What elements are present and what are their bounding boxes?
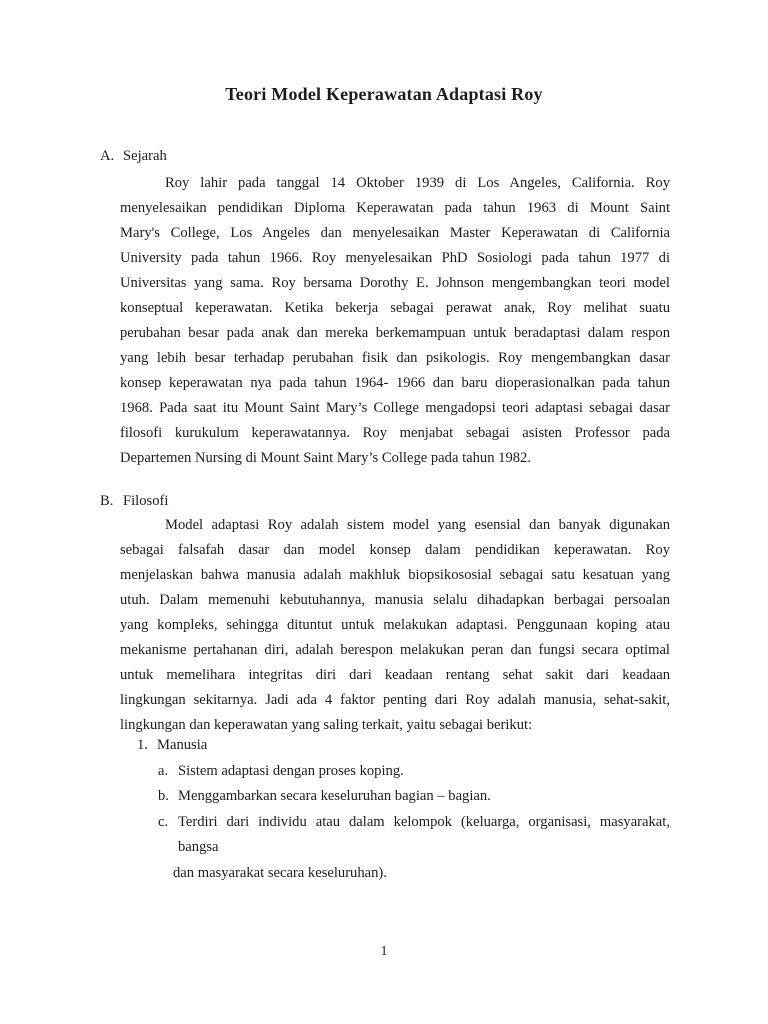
list-item-b bbox=[120, 784, 670, 810]
section-heading-filosofi bbox=[100, 489, 670, 514]
text-line: lingkungan sekitarnya. Jadi ada 4 faktor penting dari Roy adalah manusia, sehat-sakit, bbox=[120, 692, 670, 708]
list-item-text: Sistem adaptasi dengan proses koping. bbox=[178, 762, 404, 779]
list-item-manusia bbox=[120, 733, 670, 759]
numbered-list-manusia bbox=[120, 733, 670, 887]
list-item-c-continuation: bangsa bbox=[178, 839, 219, 856]
list-item-c-continuation: dan masyarakat secara keseluruhan). bbox=[173, 864, 387, 881]
text-line: konsep keperawatan nya pada tahun 1964- 1966 dan baru dioperasionalkan pada tahun bbox=[120, 375, 670, 391]
list-marker: a. bbox=[158, 762, 169, 779]
text-line: 1968. Pada saat itu Mount Saint Mary’s College mengadopsi teori adaptasi sebagai dasar bbox=[120, 400, 670, 416]
text-line: Roy lahir pada tanggal 14 Oktober 1939 di Los Angeles, California. Roy bbox=[165, 175, 670, 191]
text-line: filosofi kurukulum keperawatannya. Roy menjabat sebagai asisten Professor pada bbox=[120, 425, 670, 441]
list-number: 1. bbox=[137, 737, 148, 753]
paragraph-sejarah bbox=[120, 171, 670, 471]
list-marker: c. bbox=[158, 813, 169, 830]
section-label: A. bbox=[100, 148, 115, 164]
text-line: menjelaskan bahwa manusia adalah makhluk biopsikososial sebagai satu kesatuan yang bbox=[120, 567, 670, 583]
text-line: konseptual keperawatan. Ketika bekerja sebagai perawat anak, Roy melihat suatu bbox=[120, 300, 670, 316]
section-label: B. bbox=[100, 493, 114, 509]
section-name: Filosofi bbox=[123, 493, 169, 509]
list-item-text: Menggambarkan secara keseluruhan bagian – bagian. bbox=[178, 788, 491, 805]
text-line: Mary's College, Los Angeles dan menyelesaikan Master Keperawatan di California bbox=[120, 225, 670, 241]
list-item-c bbox=[120, 810, 670, 836]
page-number: 1 bbox=[380, 943, 388, 958]
text-line: mekanisme pertahanan diri, adalah berespon melakukan peran dan fungsi secara optimal bbox=[120, 642, 670, 658]
section-name: Sejarah bbox=[123, 148, 167, 164]
text-line: utuh. Dalam memenuhi kebutuhannya, manusia selalu dihadapkan berbagai persoalan bbox=[120, 592, 670, 608]
text-line: yang lebih besar terhadap perubahan fisik dan psikologis. Roy mengembangkan dasar bbox=[120, 350, 670, 366]
document-title: Teori Model Keperawatan Adaptasi Roy bbox=[225, 84, 543, 104]
list-item-title: Manusia bbox=[157, 737, 208, 753]
text-line: Departemen Nursing di Mount Saint Mary’s College pada tahun 1982. bbox=[120, 450, 531, 466]
list-item-text: Terdiri dari individu atau dalam kelompok (keluarga, organisasi, masyarakat, bbox=[178, 813, 670, 830]
text-line: yang kompleks, sehingga dituntut untuk melakukan adaptasi. Penggunaan koping atau bbox=[120, 617, 670, 633]
text-line: untuk memelihara integritas diri dari keadaan rentang sehat sakit dari keadaan bbox=[120, 667, 670, 683]
section-heading-sejarah bbox=[100, 144, 670, 169]
list-marker: b. bbox=[158, 788, 169, 805]
text-line: Universitas yang sama. Roy bersama Dorothy E. Johnson mengembangkan teori model bbox=[120, 275, 670, 291]
list-item-a bbox=[120, 759, 670, 785]
text-line: perubahan besar pada anak dan mereka berkemampuan untuk beradaptasi dalam respon bbox=[120, 325, 670, 341]
text-line: lingkungan dan keperawatan yang saling terkait, yaitu sebagai berikut: bbox=[120, 717, 533, 733]
text-line: menyelesaikan pendidikan Diploma Keperawatan pada tahun 1963 di Mount Saint bbox=[120, 200, 670, 216]
text-line: sebagai falsafah dasar dan model konsep dalam pendidikan keperawatan. Roy bbox=[120, 542, 670, 558]
text-line: University pada tahun 1966. Roy menyelesaikan PhD Sosiologi pada tahun 1977 di bbox=[120, 250, 670, 266]
text-line: Model adaptasi Roy adalah sistem model yang esensial dan banyak digunakan bbox=[165, 517, 670, 533]
paragraph-filosofi bbox=[120, 513, 670, 738]
